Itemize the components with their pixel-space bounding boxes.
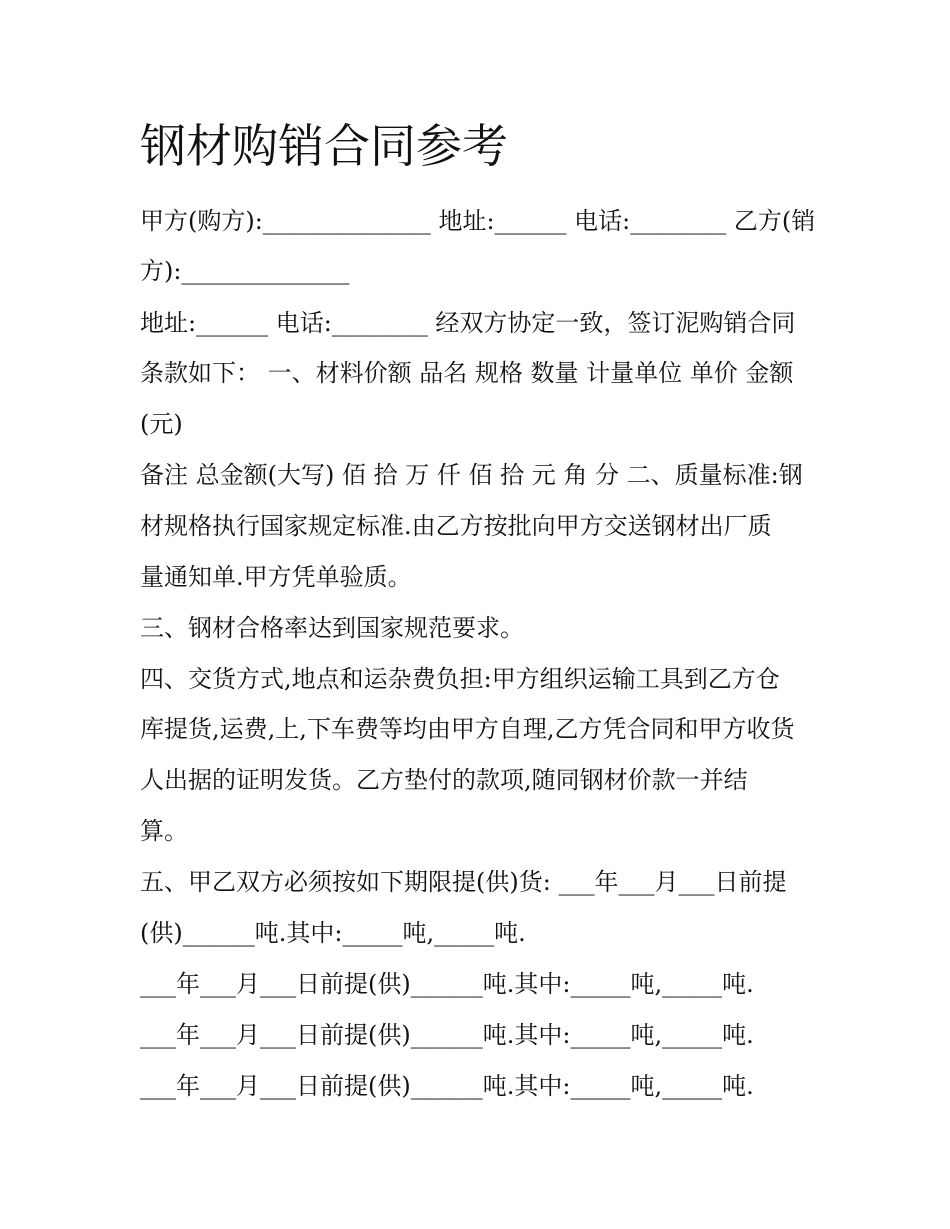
text-line-total-amount: 备注 总金额(大写) 佰 拾 万 仟 佰 拾 元 角 分 二、质量标准:钢 <box>140 461 803 489</box>
text-line-clause-1: 条款如下： 一、材料价额 品名 规格 数量 计量单位 单价 金额 <box>140 359 794 387</box>
text-line-clause-5: 五、甲乙双方必须按如下期限提(供)货: ___年___月___日前提 <box>140 868 787 896</box>
text-line-clause-4: 四、交货方式,地点和运杂费负担:甲方组织运输工具到乙方仓 <box>140 665 780 693</box>
text-line-schedule-4: ___年___月___日前提(供)______吨.其中:_____吨,_____吨. <box>140 1072 754 1100</box>
text-line-quality-notice: 量通知单.甲方凭单验质。 <box>140 563 412 591</box>
text-line-quality-standard: 材规格执行国家规定标准.由乙方按批向甲方交送钢材出厂质 <box>140 512 772 540</box>
text-line-schedule-3: ___年___月___日前提(供)______吨.其中:_____吨,_____吨. <box>140 1021 754 1049</box>
text-line-shipment: 人出据的证明发货。乙方垫付的款项,随同钢材价款一并结 <box>140 766 748 794</box>
text-line-schedule-1: (供)______吨.其中:_____吨,_____吨. <box>140 919 526 947</box>
text-line-clause-3: 三、钢材合格率达到国家规范要求。 <box>140 614 524 642</box>
text-line-delivery-cost: 库提货,运费,上,下车费等均由甲方自理,乙方凭合同和甲方收货 <box>140 715 795 743</box>
text-line-party-a: 甲方(购方):______________ 地址:______ 电话:________ 乙方(销 <box>140 207 816 235</box>
text-line-settlement: 算。 <box>140 817 188 845</box>
document-title: 钢材购销合同参考 <box>140 119 508 173</box>
text-line-schedule-2: ___年___月___日前提(供)______吨.其中:_____吨,_____吨. <box>140 970 754 998</box>
text-line-address: 地址:______ 电话:________ 经双方协定一致，签订泥购销合同 <box>140 309 796 337</box>
text-line-party-b: 方):______________ <box>140 257 350 285</box>
text-line-unit: (元) <box>140 410 183 438</box>
